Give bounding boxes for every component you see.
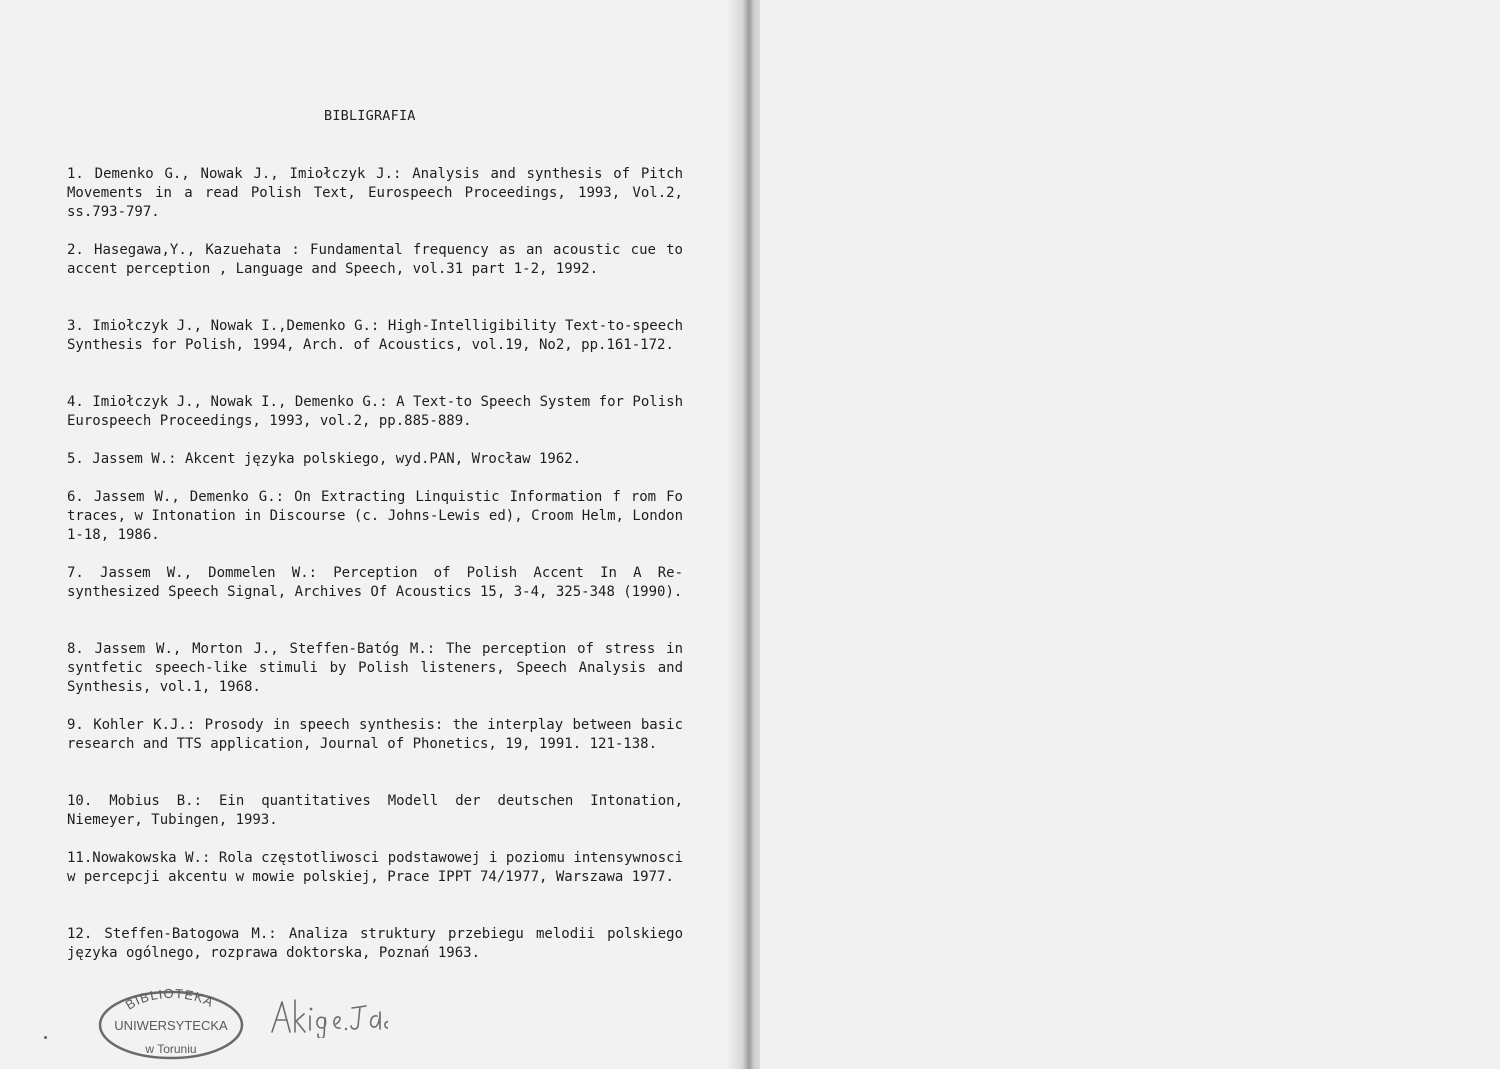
reference-item: 11.Nowakowska W.: Rola częstotliwosci podstawowej i poziomu intensywnosci w percepcji akcentu w mowie polskiej, Prace IPPT 74/1977, Warszawa 1977. [67,850,683,886]
left-page [0,0,746,1069]
reference-item: 1. Demenko G., Nowak J., Imiołczyk J.: Analysis and synthesis of Pitch Movements in a read Polish Text, Eurospeech Proceedings, 1993, Vol.2, ss.793-797. [67,166,683,221]
stamp-line1: BIBLIOTEKA [122,985,217,1013]
reference-item: 3. Imiołczyk J., Nowak I.,Demenko G.: High-Intelligibility Text-to-speech Synthesis for Polish, 1994, Arch. of Acoustics, vol.19, No2, pp.161-172. [67,318,683,354]
reference-item: 12. Steffen-Batogowa M.: Analiza struktury przebiegu melodii polskiego języka ogólnego, rozprawa doktorska, Poznań 1963. [67,926,683,962]
reference-item: 2. Hasegawa,Y., Kazuehata : Fundamental frequency as an acoustic cue to accent perception , Language and Speech, vol.31 part 1-2, 1992. [67,242,683,278]
scan-speck [44,1036,47,1039]
reference-item: 9. Kohler K.J.: Prosody in speech synthesis: the interplay between basic research and TTS application, Journal of Phonetics, 19, 1991. 121-138. [67,717,683,753]
library-stamp [97,985,245,1061]
reference-item: 5. Jassem W.: Akcent języka polskiego, wyd.PAN, Wrocław 1962. [67,451,582,467]
reference-item: 4. Imiołczyk J., Nowak I., Demenko G.: A Text-to Speech System for Polish Eurospeech Proceedings, 1993, vol.2, pp.885-889. [67,394,683,430]
stamp-line2: UNIWERSYTECKA [114,1018,228,1033]
handwritten-signature [268,996,388,1038]
page-title: BIBLIGRAFIA [324,108,416,124]
reference-item: 10. Mobius B.: Ein quantitatives Modell der deutschen Intonation, Niemeyer, Tubingen, 1993. [67,793,683,829]
right-page [760,0,1500,1069]
reference-item: 6. Jassem W., Demenko G.: On Extracting Linquistic Information f rom Fo traces, w Intonation in Discourse (c. Johns-Lewis ed), Croom Helm, London 1-18, 1986. [67,489,683,544]
reference-item: 7. Jassem W., Dommelen W.: Perception of Polish Accent In A Re-synthesized Speech Signal, Archives Of Acoustics 15, 3-4, 325-348 (1990). [67,565,683,601]
stamp-line3: w Toruniu [145,1042,197,1056]
reference-item: 8. Jassem W., Morton J., Steffen-Batóg M.: The perception of stress in syntfetic speech-like stimuli by Polish listeners, Speech Analysis and Synthesis, vol.1, 1968. [67,641,683,696]
svg-text:BIBLIOTEKA [123,986,217,1013]
